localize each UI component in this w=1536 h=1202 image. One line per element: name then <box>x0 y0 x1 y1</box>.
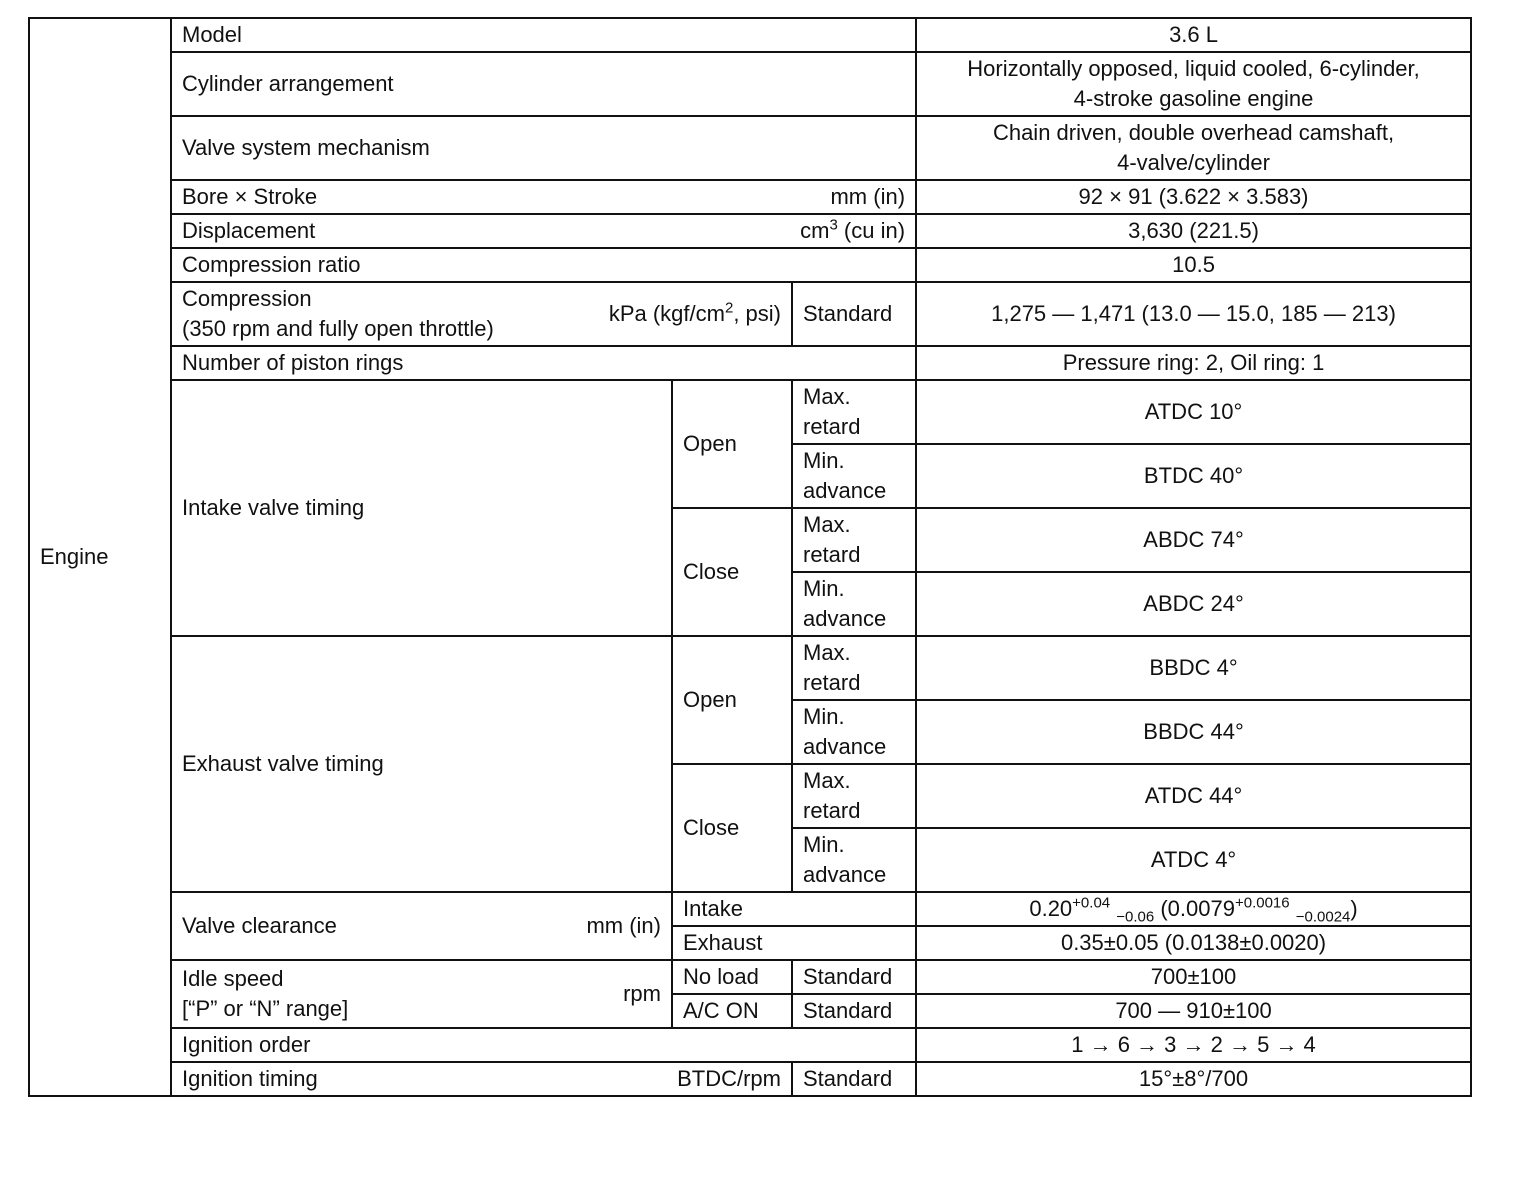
row-exhaust-open-max <box>29 636 1471 700</box>
row-model <box>29 18 1471 52</box>
condition-line2: retard <box>803 798 861 823</box>
displacement-label: Displacement <box>182 218 316 243</box>
exhaust-timing-label: Exhaust valve timing <box>171 636 672 892</box>
ignition-timing-unit: BTDC/rpm <box>677 1066 781 1091</box>
intake-clearance-in-base: (0.0079 <box>1154 896 1235 921</box>
condition-line1: Min. <box>803 576 845 601</box>
intake-close-min-condition <box>792 572 916 636</box>
condition-line1: Min. <box>803 704 845 729</box>
displacement-unit-base: cm <box>800 218 830 243</box>
exhaust-open-label: Open <box>672 636 792 764</box>
compression-label-line2: (350 rpm and fully open throttle) <box>182 316 494 341</box>
ignition-timing-label: Ignition timing <box>182 1066 318 1091</box>
compression-unit-base: kPa (kgf/cm <box>608 301 725 326</box>
idle-ac-on-condition: Standard <box>792 994 916 1028</box>
valve-clearance-unit: mm (in) <box>586 913 661 938</box>
bore-cell <box>171 180 916 214</box>
intake-clearance-sup: +0.04 <box>1072 894 1111 912</box>
condition-line1: Max. <box>803 768 851 793</box>
exhaust-open-max-value: BBDC 4° <box>916 636 1471 700</box>
intake-open-min-condition <box>792 444 916 508</box>
engine-label: Engine <box>29 18 171 1096</box>
valve-system-value-line2: 4-valve/cylinder <box>1117 150 1270 175</box>
row-compression <box>29 282 1471 346</box>
exhaust-open-max-condition <box>792 636 916 700</box>
valve-clearance-exhaust-label: Exhaust <box>672 926 916 960</box>
condition-line1: Min. <box>803 832 845 857</box>
row-ignition-timing <box>29 1062 1471 1096</box>
displacement-unit-sup: 3 <box>829 216 838 234</box>
valve-clearance-exhaust-value: 0.35±0.05 (0.0138±0.0020) <box>916 926 1471 960</box>
piston-rings-value: Pressure ring: 2, Oil ring: 1 <box>916 346 1471 380</box>
compression-value: 1,275 — 1,471 (13.0 — 15.0, 185 — 213) <box>916 282 1471 346</box>
condition-line2: advance <box>803 734 887 759</box>
displacement-unit <box>800 216 905 246</box>
valve-system-value <box>916 116 1471 180</box>
idle-ac-on-label: A/C ON <box>672 994 792 1028</box>
intake-close-max-value: ABDC 74° <box>916 508 1471 572</box>
compression-ratio-value: 10.5 <box>916 248 1471 282</box>
intake-clearance-base: 0.20 <box>1029 896 1073 921</box>
condition-line1: Max. <box>803 512 851 537</box>
cylinder-value <box>916 52 1471 116</box>
piston-rings-label: Number of piston rings <box>171 346 916 380</box>
idle-no-load-condition: Standard <box>792 960 916 994</box>
bore-unit: mm (in) <box>830 184 906 209</box>
row-ignition-order <box>29 1028 1471 1062</box>
row-bore-stroke <box>29 180 1471 214</box>
idle-speed-label-line2: [“P” or “N” range] <box>182 996 349 1021</box>
ignition-order-value: 1 → 6 → 3 → 2 → 5 → 4 <box>916 1028 1471 1062</box>
condition-line2: retard <box>803 542 861 567</box>
intake-clearance-in-sup: +0.0016 <box>1234 894 1290 912</box>
row-idle-no-load <box>29 960 1471 994</box>
ignition-timing-cell <box>171 1062 792 1096</box>
compression-unit-sup: 2 <box>724 299 734 317</box>
valve-system-label: Valve system mechanism <box>171 116 916 180</box>
cylinder-value-line1: Horizontally opposed, liquid cooled, 6-cylinder, <box>967 56 1420 81</box>
engine-spec-table <box>28 17 1472 1097</box>
row-intake-open-max <box>29 380 1471 444</box>
compression-cell <box>171 282 792 346</box>
intake-clearance-in-sub: −0.0024 <box>1295 908 1351 926</box>
condition-line2: retard <box>803 670 861 695</box>
idle-speed-cell <box>171 960 672 1028</box>
compression-ratio-label: Compression ratio <box>171 248 916 282</box>
intake-close-label: Close <box>672 508 792 636</box>
condition-line2: advance <box>803 862 887 887</box>
intake-open-label: Open <box>672 380 792 508</box>
bore-value: 92 × 91 (3.622 × 3.583) <box>916 180 1471 214</box>
idle-no-load-value: 700±100 <box>916 960 1471 994</box>
ignition-timing-condition: Standard <box>792 1062 916 1096</box>
row-valve-system <box>29 116 1471 180</box>
valve-clearance-intake-value <box>916 892 1471 926</box>
condition-line1: Max. <box>803 640 851 665</box>
compression-label-line1: Compression <box>182 286 312 311</box>
idle-speed-unit: rpm <box>623 981 661 1006</box>
intake-clearance-close: ) <box>1350 896 1358 921</box>
compression-unit <box>609 299 781 329</box>
model-value: 3.6 L <box>916 18 1471 52</box>
idle-no-load-label: No load <box>672 960 792 994</box>
valve-clearance-intake-label: Intake <box>672 892 916 926</box>
idle-speed-label-line1: Idle speed <box>182 966 284 991</box>
compression-condition: Standard <box>792 282 916 346</box>
condition-line1: Min. <box>803 448 845 473</box>
valve-clearance-cell <box>171 892 672 960</box>
cylinder-label: Cylinder arrangement <box>171 52 916 116</box>
displacement-cell <box>171 214 916 248</box>
condition-line2: retard <box>803 414 861 439</box>
displacement-value: 3,630 (221.5) <box>916 214 1471 248</box>
intake-open-min-value: BTDC 40° <box>916 444 1471 508</box>
ignition-order-label: Ignition order <box>171 1028 916 1062</box>
exhaust-close-min-value: ATDC 4° <box>916 828 1471 892</box>
intake-open-max-value: ATDC 10° <box>916 380 1471 444</box>
bore-label: Bore × Stroke <box>182 184 318 209</box>
ignition-timing-value: 15°±8°/700 <box>916 1062 1471 1096</box>
intake-open-max-condition <box>792 380 916 444</box>
row-displacement <box>29 214 1471 248</box>
model-label: Model <box>171 18 916 52</box>
intake-timing-label: Intake valve timing <box>171 380 672 636</box>
exhaust-open-min-value: BBDC 44° <box>916 700 1471 764</box>
compression-unit-rest: , psi) <box>733 301 781 326</box>
row-compression-ratio <box>29 248 1471 282</box>
idle-ac-on-value: 700 — 910±100 <box>916 994 1471 1028</box>
row-piston-rings <box>29 346 1471 380</box>
intake-close-max-condition <box>792 508 916 572</box>
exhaust-close-max-condition <box>792 764 916 828</box>
valve-system-value-line1: Chain driven, double overhead camshaft, <box>992 120 1395 145</box>
condition-line1: Max. <box>803 384 851 409</box>
displacement-unit-rest: (cu in) <box>837 218 906 243</box>
condition-line2: advance <box>803 478 887 503</box>
exhaust-close-max-value: ATDC 44° <box>916 764 1471 828</box>
row-cylinder-arrangement <box>29 52 1471 116</box>
intake-close-min-value: ABDC 24° <box>916 572 1471 636</box>
valve-clearance-label: Valve clearance <box>182 913 337 938</box>
exhaust-close-min-condition <box>792 828 916 892</box>
exhaust-close-label: Close <box>672 764 792 892</box>
condition-line2: advance <box>803 606 887 631</box>
exhaust-open-min-condition <box>792 700 916 764</box>
cylinder-value-line2: 4-stroke gasoline engine <box>1073 86 1314 111</box>
row-valve-clearance-intake <box>29 892 1471 926</box>
intake-clearance-sub: −0.06 <box>1116 908 1155 926</box>
